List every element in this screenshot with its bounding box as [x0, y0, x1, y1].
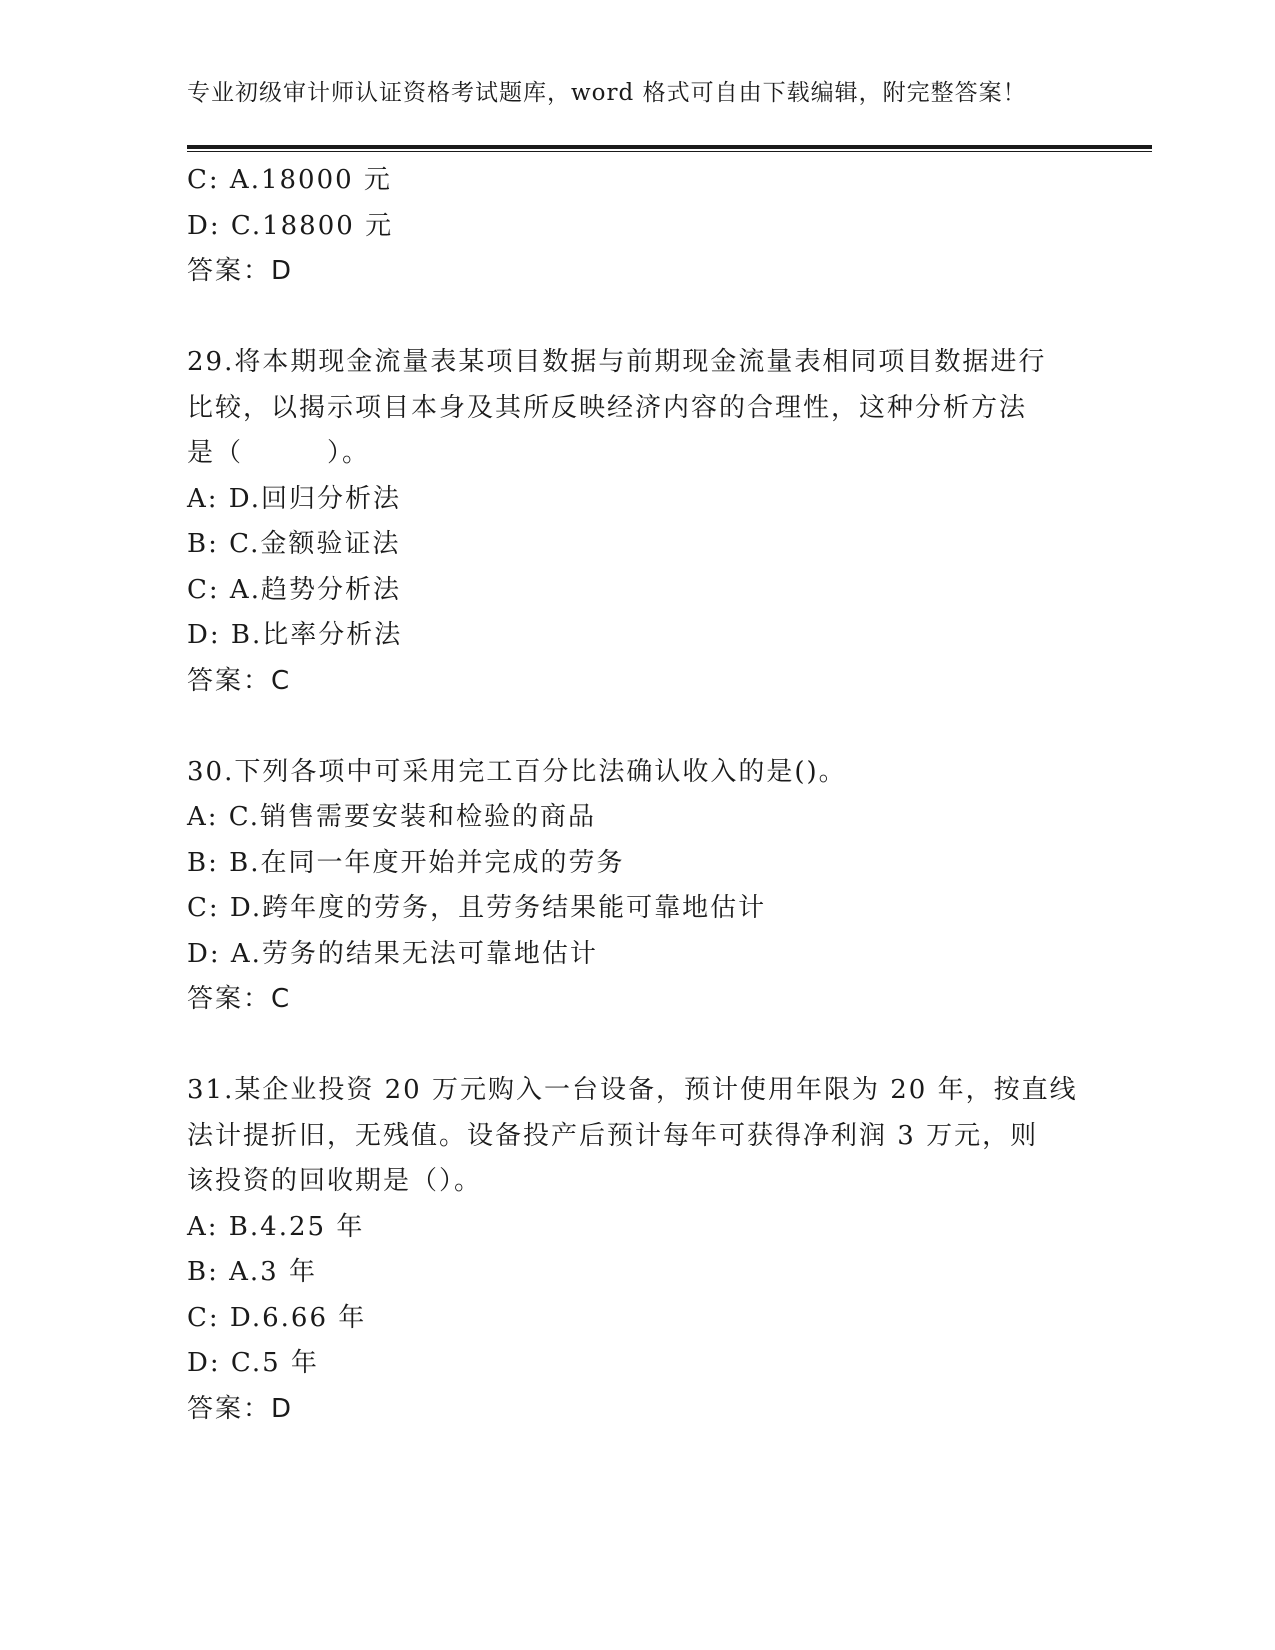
question-stem-line: 29.将本期现金流量表某项目数据与前期现金流量表相同项目数据进行 — [187, 347, 1047, 377]
option-d: D: C.5 年 — [187, 1348, 319, 1378]
question-29-block — [187, 340, 1067, 704]
answer-line: 答案：C — [187, 984, 292, 1014]
question-stem-line: 法计提折旧，无残值。设备投产后预计每年可获得净利润 3 万元，则 — [187, 1120, 1039, 1151]
spacer — [187, 704, 1067, 750]
spacer — [187, 1023, 1067, 1069]
header-rule-thick — [187, 145, 1152, 149]
option-c: C: D.6.66 年 — [187, 1302, 367, 1333]
option-a: A: B.4.25 年 — [187, 1211, 365, 1242]
spacer — [187, 295, 1067, 341]
option-c: C: A.18000 元 — [187, 165, 392, 195]
question-content — [187, 158, 1078, 1432]
page-header: 专业初级审计师认证资格考试题库，word 格式可自由下载编辑，附完整答案！ — [187, 80, 1027, 106]
question-30-block — [187, 750, 1067, 1023]
question-stem-line: 31.某企业投资 20 万元购入一台设备，预计使用年限为 20 年，按直线 — [187, 1075, 1078, 1105]
option-b: B: C.金额验证法 — [187, 529, 401, 559]
question-stem-line: 是（ ）。 — [187, 438, 371, 468]
option-c: C: A.趋势分析法 — [187, 574, 401, 605]
option-a: A: C.销售需要安装和检验的商品 — [187, 802, 597, 832]
question-31-block — [187, 1068, 1078, 1432]
question-stem-line: 该投资的回收期是（）。 — [187, 1166, 483, 1196]
question-stem-line: 比较，以揭示项目本身及其所反映经济内容的合理性，这种分析方法 — [187, 392, 1028, 423]
answer-line: 答案：D — [187, 1393, 294, 1424]
answer-line: 答案：C — [187, 665, 292, 696]
question-28-block — [187, 158, 1067, 295]
option-b: B: A.3 年 — [187, 1257, 317, 1287]
option-a: A: D.回归分析法 — [187, 483, 401, 514]
option-c: C: D.跨年度的劳务，且劳务结果能可靠地估计 — [187, 893, 767, 923]
option-d: D: B.比率分析法 — [187, 620, 403, 650]
option-b: B: B.在同一年度开始并完成的劳务 — [187, 847, 625, 878]
option-d: D: A.劳务的结果无法可靠地估计 — [187, 938, 598, 969]
header-rule-thin — [187, 151, 1152, 152]
question-stem-line: 30.下列各项中可采用完工百分比法确认收入的是()。 — [187, 756, 847, 787]
option-d: D: C.18800 元 — [187, 210, 394, 241]
answer-line: 答案：D — [187, 256, 294, 286]
